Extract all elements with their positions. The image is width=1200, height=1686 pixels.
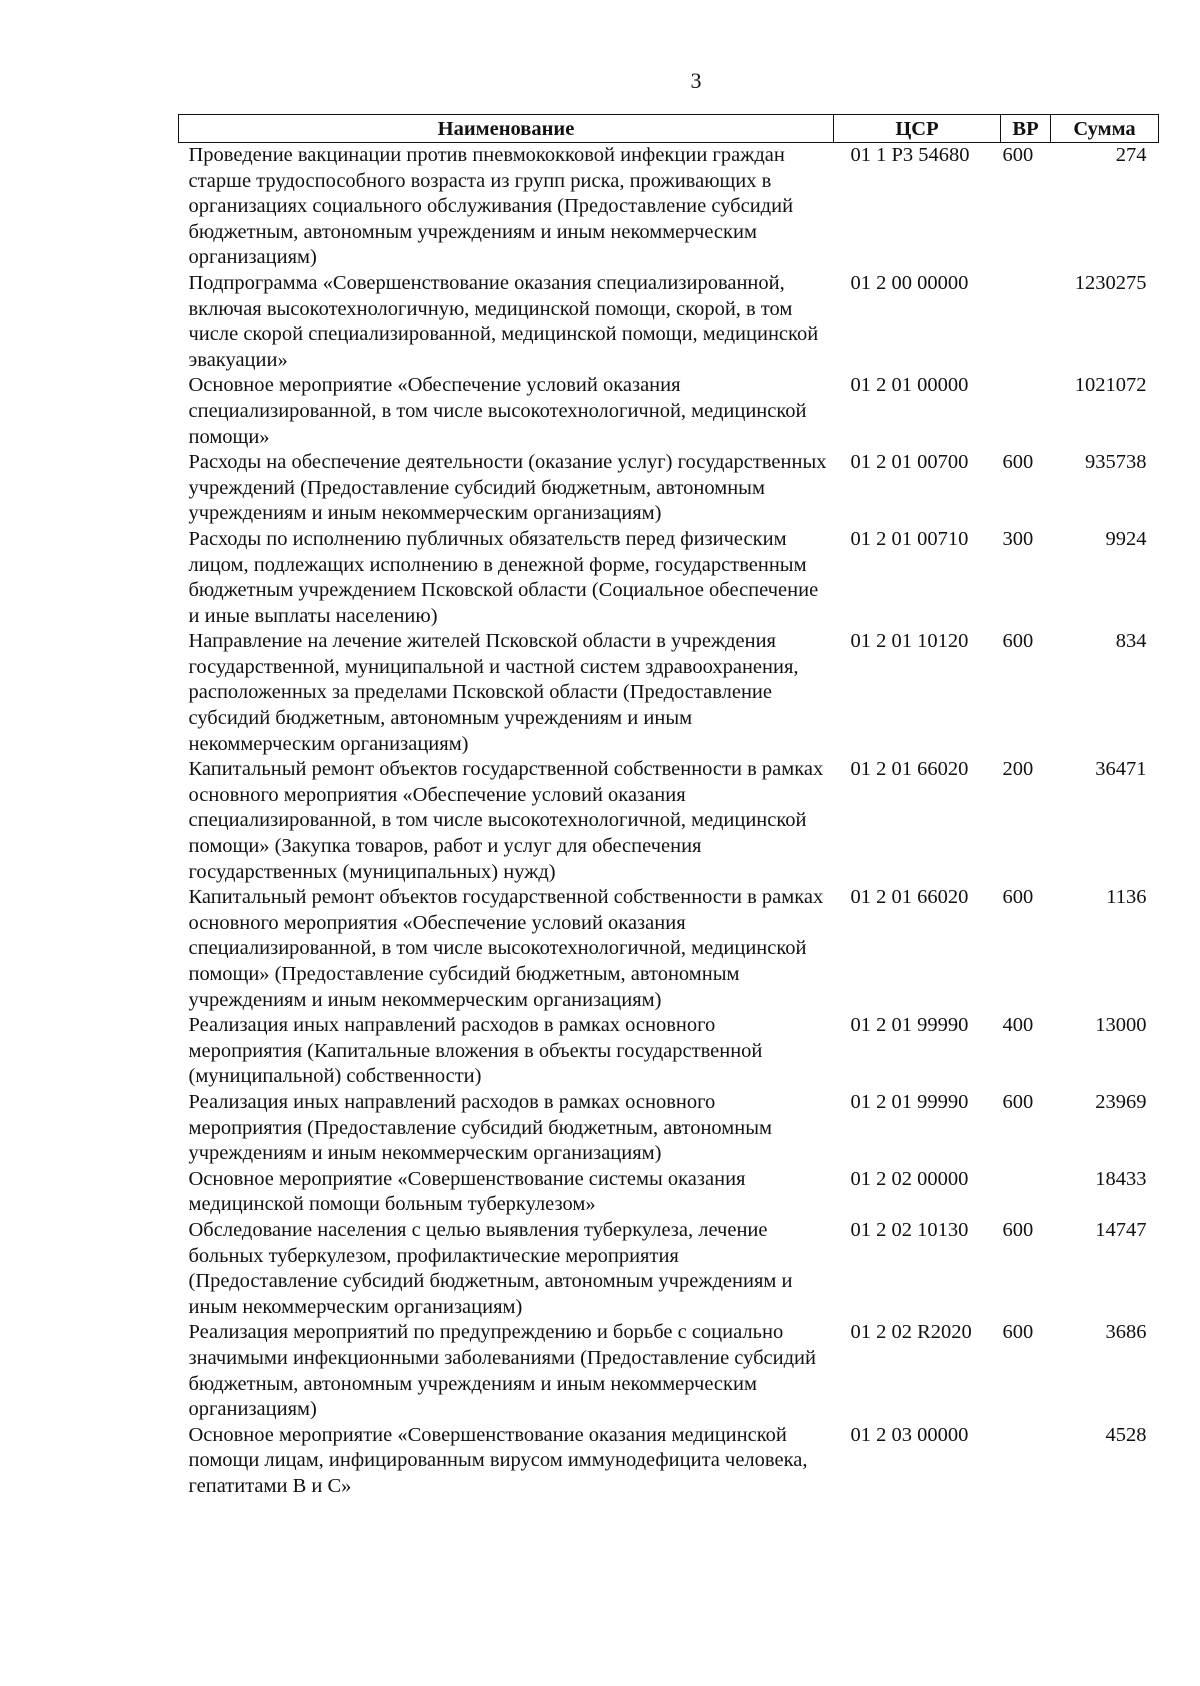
cell-vr: 600 xyxy=(1002,1218,1034,1241)
cell-name: Направление на лечение жителей Псковской области в учреждения государственной, муниципальной и частной систем здравоохранения, расположенных за пределами Псковской области (Предоставление субсидий бюджетным, автономным учреждениям и иным некоммерческим организациям) xyxy=(188,630,799,755)
cell-sum: 834 xyxy=(1115,630,1147,653)
cell-sum: 23969 xyxy=(1095,1090,1147,1113)
cell-sum: 14747 xyxy=(1095,1218,1147,1241)
cell-csr: 01 2 01 00700 xyxy=(850,451,969,474)
table-row xyxy=(179,373,1159,450)
cell-vr: 600 xyxy=(1002,1321,1034,1344)
cell-vr xyxy=(1001,1423,1051,1500)
cell-csr: 01 2 01 66020 xyxy=(850,886,969,909)
header-sum: Сумма xyxy=(1051,115,1159,143)
table-row xyxy=(179,1090,1159,1167)
cell-sum: 274 xyxy=(1115,144,1147,166)
cell-csr: 01 2 02 00000 xyxy=(850,1167,969,1190)
cell-sum: 9924 xyxy=(1105,527,1147,550)
cell-csr: 01 2 01 00000 xyxy=(850,374,969,397)
cell-sum: 935738 xyxy=(1085,451,1147,474)
cell-csr: 01 2 01 99990 xyxy=(850,1014,969,1037)
table-row xyxy=(179,1423,1159,1500)
cell-sum: 18433 xyxy=(1095,1167,1147,1190)
table-row xyxy=(179,1218,1159,1320)
cell-sum: 13000 xyxy=(1095,1014,1147,1037)
cell-name: Основное мероприятие «Обеспечение условий оказания специализированной, в том числе высокотехнологичной, медицинской помощи» xyxy=(188,374,807,448)
cell-csr: 01 2 01 66020 xyxy=(850,758,969,781)
cell-vr: 600 xyxy=(1002,886,1034,909)
table-row xyxy=(179,1320,1159,1422)
cell-name: Реализация мероприятий по предупреждению и борьбе с социально значимыми инфекционными заболеваниями (Предоставление субсидий бюджетным, автономным учреждениям и иным некоммерческим организациям) xyxy=(188,1321,816,1421)
budget-table xyxy=(178,114,1159,1499)
cell-vr: 300 xyxy=(1002,527,1034,550)
cell-vr: 400 xyxy=(1002,1014,1034,1037)
cell-sum: 1230275 xyxy=(1074,271,1147,294)
cell-name: Расходы по исполнению публичных обязательств перед физическим лицом, подлежащих исполнению в денежной форме, государственным бюджетным учреждением Псковской области (Социальное обеспечение и иные выплаты населению) xyxy=(188,527,819,627)
cell-name: Капитальный ремонт объектов государственной собственности в рамках основного мероприятия «Обеспечение условий оказания специализированной, в том числе высокотехнологичной, медицинской помощи» (Закупка товаров, работ и услуг для обеспечения государственных (муниципальных) нужд) xyxy=(188,758,824,883)
cell-vr xyxy=(1001,1167,1051,1218)
table-row xyxy=(179,143,1159,271)
cell-vr: 600 xyxy=(1002,630,1034,653)
header-csr: ЦСР xyxy=(834,115,1001,143)
page-number: 3 xyxy=(690,68,702,93)
cell-csr: 01 2 02 R2020 xyxy=(850,1321,972,1344)
cell-sum: 36471 xyxy=(1095,758,1147,781)
cell-csr: 01 2 01 99990 xyxy=(850,1090,969,1113)
table-row xyxy=(179,757,1159,885)
cell-vr xyxy=(1001,373,1051,450)
cell-name: Подпрограмма «Совершенствование оказания специализированной, включая высокотехнологичную, медицинской помощи, скорой, в том числе скорой специализированной, медицинской помощи, медицинской эвакуации» xyxy=(188,271,819,371)
cell-sum: 1021072 xyxy=(1074,374,1147,397)
cell-name: Основное мероприятие «Совершенствование системы оказания медицинской помощи больным туберкулезом» xyxy=(188,1167,746,1216)
cell-vr: 600 xyxy=(1002,451,1034,474)
table-header-row xyxy=(179,115,1159,143)
table-row xyxy=(179,885,1159,1013)
cell-name: Расходы на обеспечение деятельности (оказание услуг) государственных учреждений (Предоставление субсидий бюджетным, автономным учреждениям и иным некоммерческим организациям) xyxy=(188,451,827,525)
header-name: Наименование xyxy=(179,115,834,143)
cell-sum: 4528 xyxy=(1105,1423,1147,1446)
cell-name: Капитальный ремонт объектов государственной собственности в рамках основного мероприятия «Обеспечение условий оказания специализированной, в том числе высокотехнологичной, медицинской помощи» (Предоставление субсидий бюджетным, автономным учреждениям и иным некоммерческим организациям) xyxy=(188,886,824,1011)
cell-csr: 01 2 02 10130 xyxy=(850,1218,969,1241)
cell-name: Реализация иных направлений расходов в рамках основного мероприятия (Капитальные вложения в объекты государственной (муниципальной) собственности) xyxy=(188,1014,763,1088)
cell-vr: 200 xyxy=(1002,758,1034,781)
cell-name: Реализация иных направлений расходов в рамках основного мероприятия (Предоставление субсидий бюджетным, автономным учреждениям и иным некоммерческим организациям) xyxy=(188,1090,772,1165)
header-vr: ВР xyxy=(1001,115,1051,143)
cell-csr: 01 2 01 10120 xyxy=(850,630,969,653)
cell-csr: 01 2 01 00710 xyxy=(850,527,969,550)
cell-vr: 600 xyxy=(1002,1090,1034,1113)
cell-name: Проведение вакцинации против пневмококковой инфекции граждан старше трудоспособного возраста из групп риска, проживающих в организациях социального обслуживания (Предоставление субсидий бюджетным, автономным учреждениям и иным некоммерческим организациям) xyxy=(188,144,794,269)
table-row xyxy=(179,1013,1159,1090)
cell-sum: 1136 xyxy=(1106,886,1147,909)
cell-name: Основное мероприятие «Совершенствование оказания медицинской помощи лицам, инфицированным вирусом иммунодефицита человека, гепатитами В и С» xyxy=(188,1423,808,1497)
table-row xyxy=(179,527,1159,629)
table-row xyxy=(179,629,1159,757)
cell-sum: 3686 xyxy=(1105,1321,1147,1344)
cell-csr: 01 2 03 00000 xyxy=(850,1423,969,1446)
cell-name: Обследование населения с целью выявления туберкулеза, лечение больных туберкулезом, профилактические мероприятия (Предоставление субсидий бюджетным, автономным учреждениям и иным некоммерческим организациям) xyxy=(188,1218,793,1318)
table-row xyxy=(179,1167,1159,1218)
table-row xyxy=(179,450,1159,527)
table-row xyxy=(179,271,1159,373)
cell-vr xyxy=(1001,271,1051,373)
cell-csr: 01 2 00 00000 xyxy=(850,271,969,294)
cell-csr: 01 1 Р3 54680 xyxy=(850,144,970,166)
cell-vr: 600 xyxy=(1002,144,1034,166)
